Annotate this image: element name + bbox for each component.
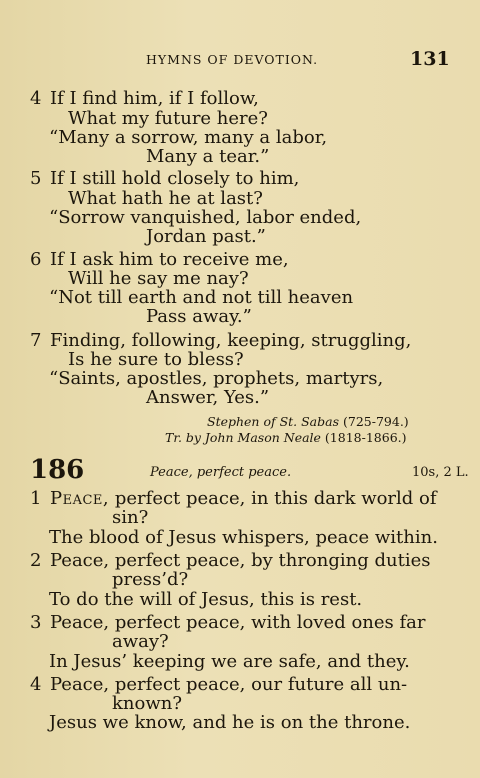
verse-line: If I find him, if I follow, — [50, 88, 259, 109]
verse-line: In Jesus’ keeping we are safe, and they. — [49, 651, 410, 672]
verse-line: What hath he at last? — [68, 188, 263, 209]
verse-line: Many a tear.” — [146, 146, 270, 167]
verse-line: known? — [112, 693, 182, 714]
running-title: HYMNS OF DEVOTION. — [146, 52, 319, 67]
verse-line: Jordan past.” — [146, 226, 266, 247]
translator-name: Tr. by John Mason Neale — [165, 430, 321, 445]
verse-line-rest: perfect peace, in this dark world of — [109, 488, 437, 509]
stanza-number: 6 — [30, 249, 42, 270]
hymn-title: Peace, perfect peace. — [150, 465, 292, 480]
verse-line: sin? — [112, 507, 149, 528]
page-number: 131 — [410, 48, 450, 70]
verse-line: Will he say me nay? — [68, 268, 249, 289]
translator-dates: (1818-1866.) — [324, 430, 407, 445]
attribution-author — [207, 414, 409, 429]
verse-line: Jesus we know, and he is on the throne. — [49, 712, 411, 733]
verse-line: Peace, perfect peace, by thronging duties — [50, 550, 431, 571]
attribution-translator — [165, 430, 407, 445]
verse-line — [50, 488, 437, 510]
verse-line: “Saints, apostles, prophets, martyrs, — [49, 368, 384, 389]
stanza-number: 1 — [30, 488, 42, 509]
stanza-number: 7 — [30, 330, 42, 351]
stanza-number: 2 — [30, 550, 42, 571]
verse-line: Is he sure to bless? — [68, 349, 244, 370]
verse-line: Finding, following, keeping, struggling, — [50, 330, 412, 351]
verse-line: press’d? — [112, 569, 189, 590]
verse-line: To do the will of Jesus, this is rest. — [49, 589, 363, 610]
verse-line: “Many a sorrow, many a labor, — [49, 127, 328, 148]
verse-line: If I still hold closely to him, — [50, 168, 300, 189]
verse-line: If I ask him to receive me, — [50, 249, 289, 270]
stanza-number: 4 — [30, 674, 42, 695]
stanza-number: 3 — [30, 612, 42, 633]
verse-line: Pass away.” — [146, 306, 252, 327]
stanza-number: 5 — [30, 168, 42, 189]
verse-line: away? — [112, 631, 169, 652]
author-dates: (725-794.) — [343, 414, 409, 429]
verse-line: Peace, perfect peace, with loved ones far — [50, 612, 426, 633]
author-name: Stephen of St. Sabas — [207, 414, 340, 429]
stanza-number: 4 — [30, 88, 42, 109]
verse-line: “Not till earth and not till heaven — [49, 287, 354, 308]
verse-line: “Sorrow vanquished, labor ended, — [49, 207, 362, 228]
verse-line: The blood of Jesus whispers, peace within. — [49, 527, 438, 548]
verse-line: What my future here? — [68, 108, 268, 129]
first-word: Peace, — [50, 488, 110, 509]
hymn-number: 186 — [30, 455, 85, 485]
hymn-meter: 10s, 2 L. — [412, 465, 469, 480]
verse-line: Answer, Yes.” — [146, 387, 270, 408]
verse-line: Peace, perfect peace, our future all un- — [50, 674, 408, 695]
page-header — [0, 48, 480, 72]
